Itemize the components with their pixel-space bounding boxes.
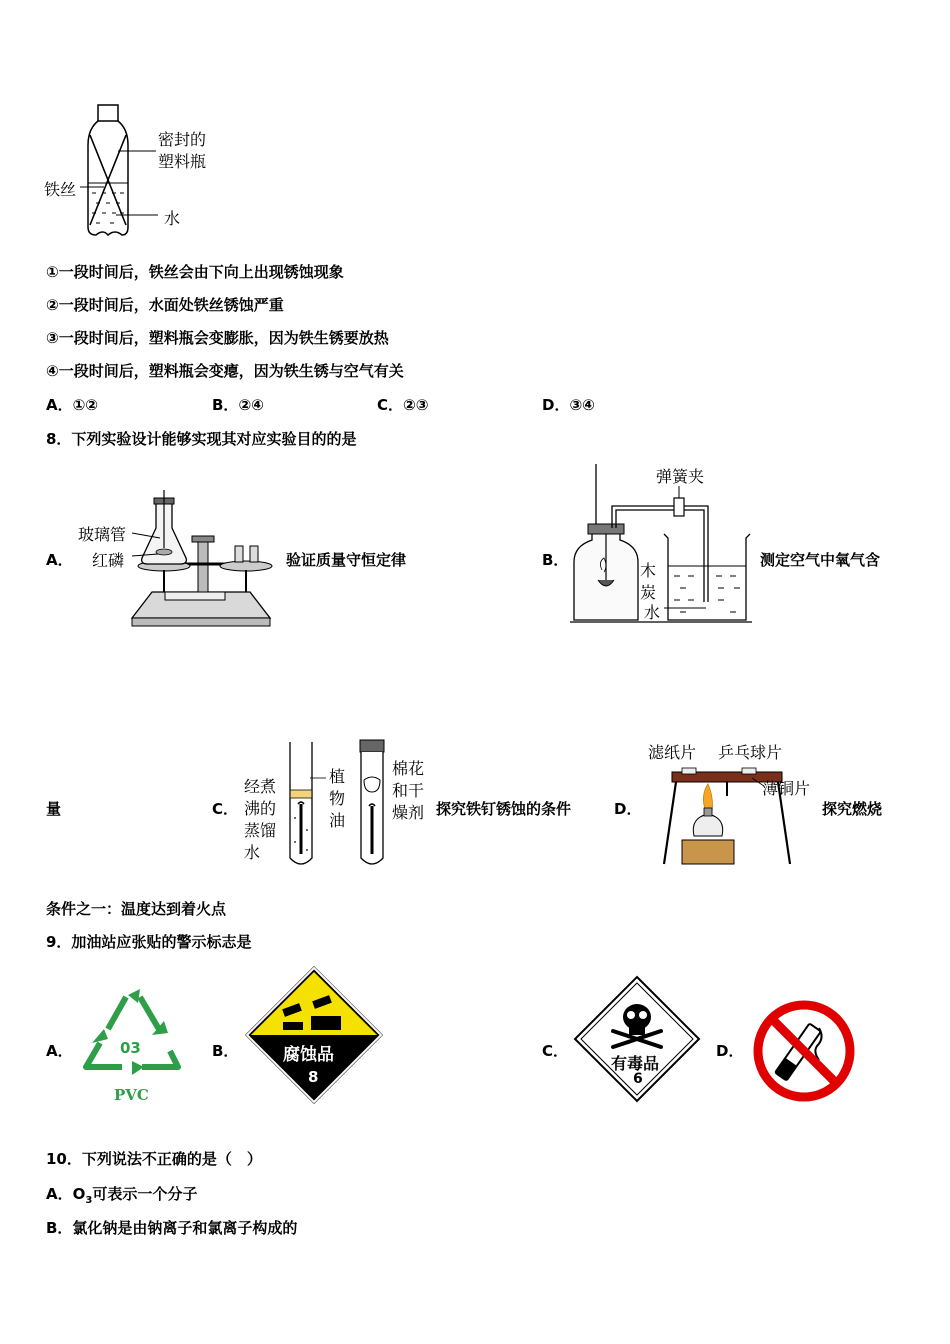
corrosive-text: 腐蚀品 (283, 1045, 334, 1065)
no-smoking-icon (751, 998, 857, 1104)
oxygen-apparatus-diagram (568, 462, 758, 632)
bottle-diagram (40, 95, 240, 245)
option-text: 可表示一个分子 (92, 1185, 198, 1203)
recycle-icon (78, 985, 188, 1085)
label-boiled-water: 经煮沸的蒸馏水 (244, 777, 277, 862)
q9-option-c-letter[interactable]: C． (542, 1042, 569, 1060)
q8-c-description: 探究铁钉锈蚀的条件 (436, 800, 572, 818)
label-charcoal-1: 木 (640, 561, 657, 580)
q7-statement-4: ④一段时间后，塑料瓶会变瘪，因为铁生锈与空气有关 (46, 362, 404, 380)
q8-d-combustion-figure (642, 736, 822, 871)
label-charcoal-2: 炭 (640, 583, 657, 602)
q9-stem: 9．加油站应张贴的警示标志是 (46, 933, 252, 951)
label-sealed: 密封的 (158, 130, 207, 149)
option-letter: B． (212, 396, 239, 414)
q8-d-description: 探究燃烧 (822, 800, 883, 818)
q9-a-recycle-sign (78, 985, 188, 1110)
q7-bottle-figure (40, 95, 240, 245)
label-water: 水 (644, 603, 661, 622)
q10-option-a[interactable] (46, 1183, 197, 1206)
q9-option-d-letter[interactable]: D． (716, 1042, 744, 1060)
q8-d-description-cont: 条件之一：温度达到着火点 (46, 900, 227, 918)
q9-d-no-smoking-sign (751, 998, 857, 1104)
q7-statement-2: ②一段时间后，水面处铁丝锈蚀严重 (46, 296, 284, 314)
q8-c-tubes-figure (240, 738, 435, 873)
label-glass-tube: 玻璃管 (78, 525, 127, 544)
recycle-pvc-text: PVC (114, 1086, 149, 1104)
q9-b-corrosive-sign (243, 964, 385, 1106)
label-pingpong-piece: 乒乓球片 (718, 743, 783, 762)
label-water: 水 (164, 209, 181, 228)
q9-option-b-letter[interactable]: B． (212, 1042, 239, 1060)
q7-option-c[interactable] (377, 394, 428, 415)
q9-option-a-letter[interactable]: A． (46, 1042, 73, 1060)
label-iron-wire: 铁丝 (44, 180, 77, 199)
label-red-phosphorus: 红磷 (92, 551, 125, 570)
q7-option-d[interactable] (542, 394, 595, 415)
q8-b-description: 测定空气中氧气含 (760, 551, 881, 569)
q8-option-c-letter[interactable]: C． (212, 800, 239, 818)
label-copper-sheet: 薄铜片 (762, 779, 811, 798)
corrosive-class-number: 8 (308, 1068, 319, 1086)
q7-option-a[interactable] (46, 394, 98, 415)
ozone-subscript: 3 (85, 1195, 93, 1206)
toxic-class-number: 6 (633, 1071, 643, 1087)
toxic-text: 有毒品 (611, 1054, 660, 1073)
q7-option-b[interactable] (212, 394, 264, 415)
q8-a-balance-figure (70, 488, 280, 633)
option-letter: A． (46, 1185, 73, 1203)
option-text: ②③ (403, 396, 429, 414)
q9-c-toxic-sign (573, 975, 701, 1103)
q8-option-b-letter[interactable]: B． (542, 551, 569, 569)
option-text: ②④ (238, 396, 264, 414)
q8-stem: 8．下列实验设计能够实现其对应实验目的的是 (46, 430, 357, 448)
q8-b-oxygen-figure (568, 462, 758, 632)
label-plastic-bottle: 塑料瓶 (158, 152, 207, 171)
q10-option-b[interactable]: B．氯化钠是由钠离子和氯离子构成的 (46, 1219, 298, 1237)
q7-statement-3: ③一段时间后，塑料瓶会变膨胀，因为铁生锈要放热 (46, 329, 389, 347)
q8-b-description-cont: 量 (46, 800, 62, 818)
q7-statement-1: ①一段时间后，铁丝会由下向上出现锈蚀现象 (46, 263, 344, 281)
label-cotton-desiccant: 棉花和干燥剂 (392, 759, 425, 822)
q8-a-description: 验证质量守恒定律 (286, 551, 407, 569)
option-letter: C． (377, 396, 404, 414)
option-text: ③④ (569, 396, 595, 414)
option-letter: A． (46, 396, 73, 414)
q8-option-d-letter[interactable]: D． (614, 800, 642, 818)
label-vegetable-oil: 植物油 (329, 767, 346, 830)
label-filter-paper: 滤纸片 (648, 743, 697, 762)
q10-stem: 10．下列说法不正确的是（ ） (46, 1150, 262, 1168)
ozone-formula: O (72, 1185, 86, 1203)
option-text: ①② (72, 396, 99, 414)
q8-option-a-letter[interactable]: A． (46, 551, 73, 569)
option-letter: D． (542, 396, 570, 414)
recycle-number: 03 (120, 1039, 141, 1057)
label-spring-clip: 弹簧夹 (656, 467, 705, 486)
